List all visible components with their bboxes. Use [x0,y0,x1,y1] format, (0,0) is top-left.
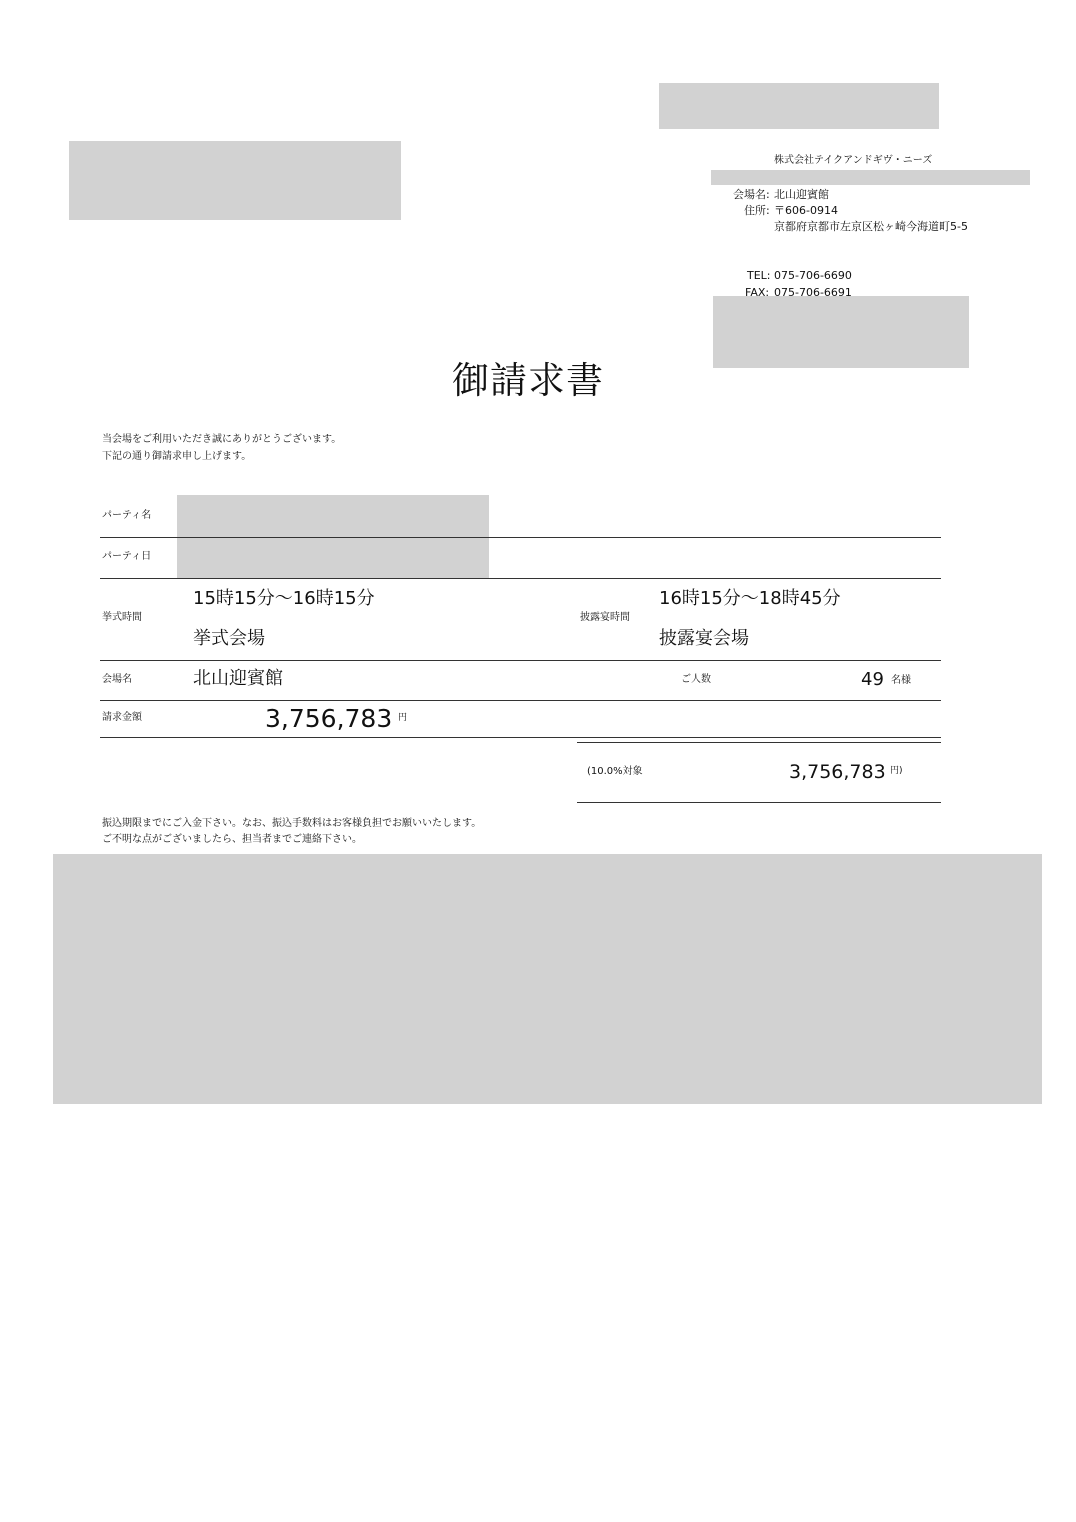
rule-amount [100,737,941,738]
amount-value: 3,756,783 [265,704,393,733]
issuer-venue-label: 会場名: [733,188,770,201]
note-line-1: 振込期限までにご入金下さい。なお、振込手数料はお客様負担でお願いいたします。 [102,818,482,829]
redacted-header-block [659,83,939,129]
guests-unit: 名様 [891,675,911,686]
issuer-venue: 北山迎賓館 [774,188,829,201]
rule-venue [100,700,941,701]
ceremony-venue: 挙式会場 [193,628,265,649]
intro-line-1: 当会場をご利用いただき誠にありがとうございます。 [102,434,342,445]
rule-times [100,660,941,661]
rule-party-name [100,537,941,538]
reception-venue: 披露宴会場 [659,628,749,649]
document-title: 御請求書 [452,359,604,402]
guests-label: ご人数 [681,674,711,685]
tax-amount: 3,756,783 [789,761,886,783]
party-name-label: パーティ名 [102,510,152,521]
issuer-address-label: 住所: [744,204,770,217]
redacted-stamp-block [713,296,969,368]
tax-label: (10.0%対象 [587,766,643,777]
guests-count: 49 [861,669,884,690]
venue-name: 北山迎賓館 [193,668,283,689]
party-date-label: パーティ日 [102,551,152,562]
issuer-tel-label: TEL: [747,269,771,282]
rule-tax-bottom [577,802,941,803]
redacted-recipient-block [69,141,401,220]
tax-unit: 円) [890,766,903,776]
ceremony-time: 15時15分～16時15分 [193,588,375,609]
rule-tax-top [577,742,941,743]
venue-label: 会場名 [102,674,132,685]
rule-party-date [100,578,941,579]
amount-unit: 円 [398,713,408,723]
issuer-address: 京都府京都市左京区松ヶ崎今海道町5-5 [774,220,968,233]
reception-time: 16時15分～18時45分 [659,588,841,609]
issuer-company: 株式会社テイクアンドギヴ・ニーズ [774,155,933,166]
amount-label: 請求金額 [102,712,142,723]
intro-line-2: 下記の通り御請求申し上げます。 [102,451,252,462]
reception-time-label: 披露宴時間 [580,612,630,623]
issuer-postal: 〒606-0914 [774,204,838,217]
issuer-tel: 075-706-6690 [774,269,852,282]
note-line-2: ご不明な点がございましたら、担当者までご連絡下さい。 [102,834,362,845]
redacted-bank-details [53,854,1042,1104]
issuer-fax-label: FAX: [745,286,770,299]
redacted-issuer-line [711,170,1030,185]
ceremony-time-label: 挙式時間 [102,612,142,623]
issuer-fax: 075-706-6691 [774,286,852,299]
